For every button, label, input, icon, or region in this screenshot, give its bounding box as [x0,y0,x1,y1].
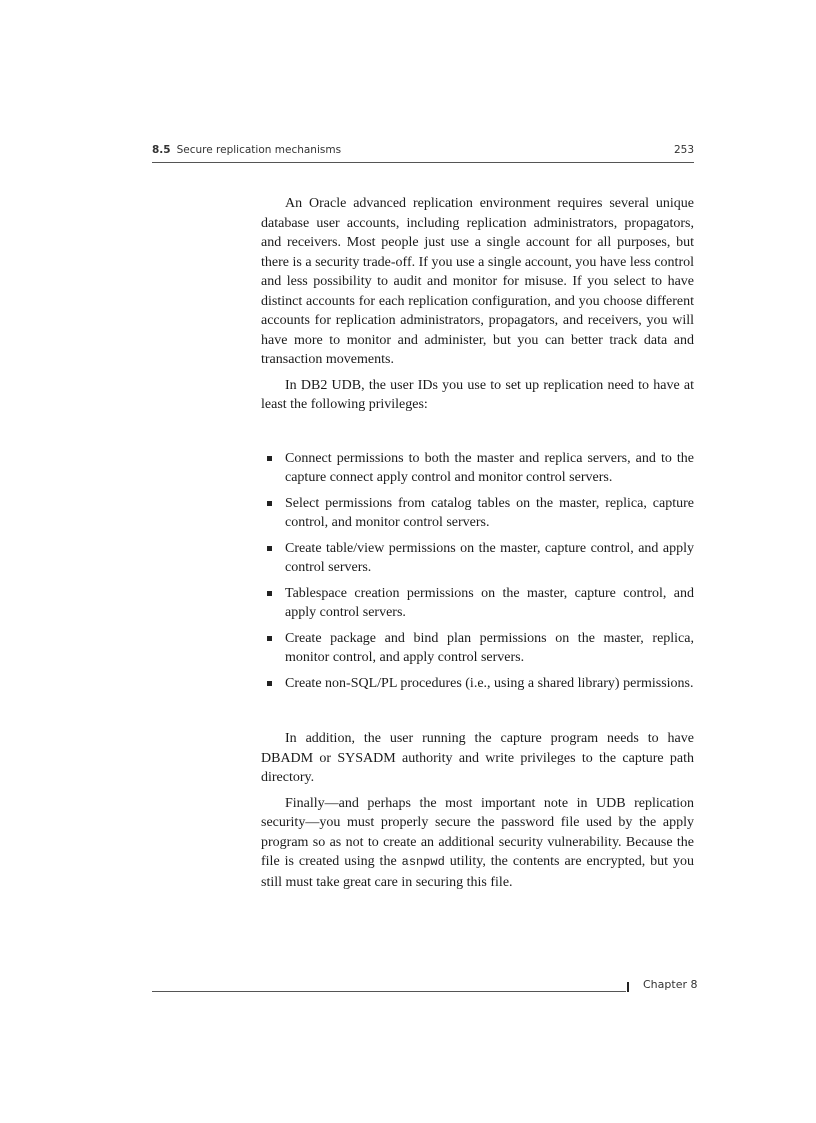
paragraph: In addition, the user running the capture program needs to have DBADM or SYSADM authority and write privileges to the capture path directory. [261,731,694,785]
inline-code: asnpwd [401,855,445,869]
footer-tick [627,982,629,992]
list-item-text: Connect permissions to both the master and replica servers, and to the capture connect apply control and monitor control servers. [285,450,694,485]
list-item-text: Create table/view permissions on the master, capture control, and apply control servers. [285,540,694,575]
list-item-text: Create non-SQL/PL procedures (i.e., using a shared library) permissions. [285,675,694,691]
paragraph: In DB2 UDB, the user IDs you use to set up replication need to have at least the following privileges: [261,377,694,412]
square-bullet-icon [267,681,272,686]
list-item [261,584,694,623]
square-bullet-icon [267,546,272,551]
chapter-label: Chapter 8 [643,978,698,991]
list-item-text: Select permissions from catalog tables on the master, replica, capture control, and monitor control servers. [285,495,694,530]
section-title: Secure replication mechanisms [176,144,342,156]
footer-rule [152,991,626,992]
square-bullet-icon [267,456,272,461]
section-number: 8.5 [152,144,171,156]
square-bullet-icon [267,636,272,641]
page-number: 253 [673,144,694,156]
list-item-text: Create package and bind plan permissions on the master, replica, monitor control, and apply control servers. [285,630,694,665]
list-item-text: Tablespace creation permissions on the master, capture control, and apply control servers. [285,585,694,620]
list-item [261,494,694,533]
list-item [261,674,694,694]
list-item [261,539,694,578]
paragraph-text: utility, the contents are encrypted, but you still must take great care in securing this file. [261,854,694,890]
paragraph [261,794,694,893]
paragraph: An Oracle advanced replication environment requires several unique database user accounts, including replication administrators, propagators, and receivers. Most people just use a single account for all purposes, but there is a security trade-off. If you use a single account, you have less control and less possibility to audit and monitor for misuse. If you select to have distinct accounts for each replication configuration, and you choose different accounts for replication administrators, propagators, and receivers, you will have more to monitor and administer, but you can better track data and transaction movements. [261,196,694,367]
paragraph-text: Finally—and perhaps the most important note in UDB replication security—you must properly secure the password file used by the apply program so as not to create an additional security vulnerability. Because the file is created using the [261,795,694,869]
list-item [261,629,694,668]
square-bullet-icon [267,591,272,596]
privileges-list [261,449,694,694]
running-header [152,144,694,160]
body-text [261,194,694,898]
list-item [261,449,694,488]
header-rule [152,162,694,163]
square-bullet-icon [267,501,272,506]
